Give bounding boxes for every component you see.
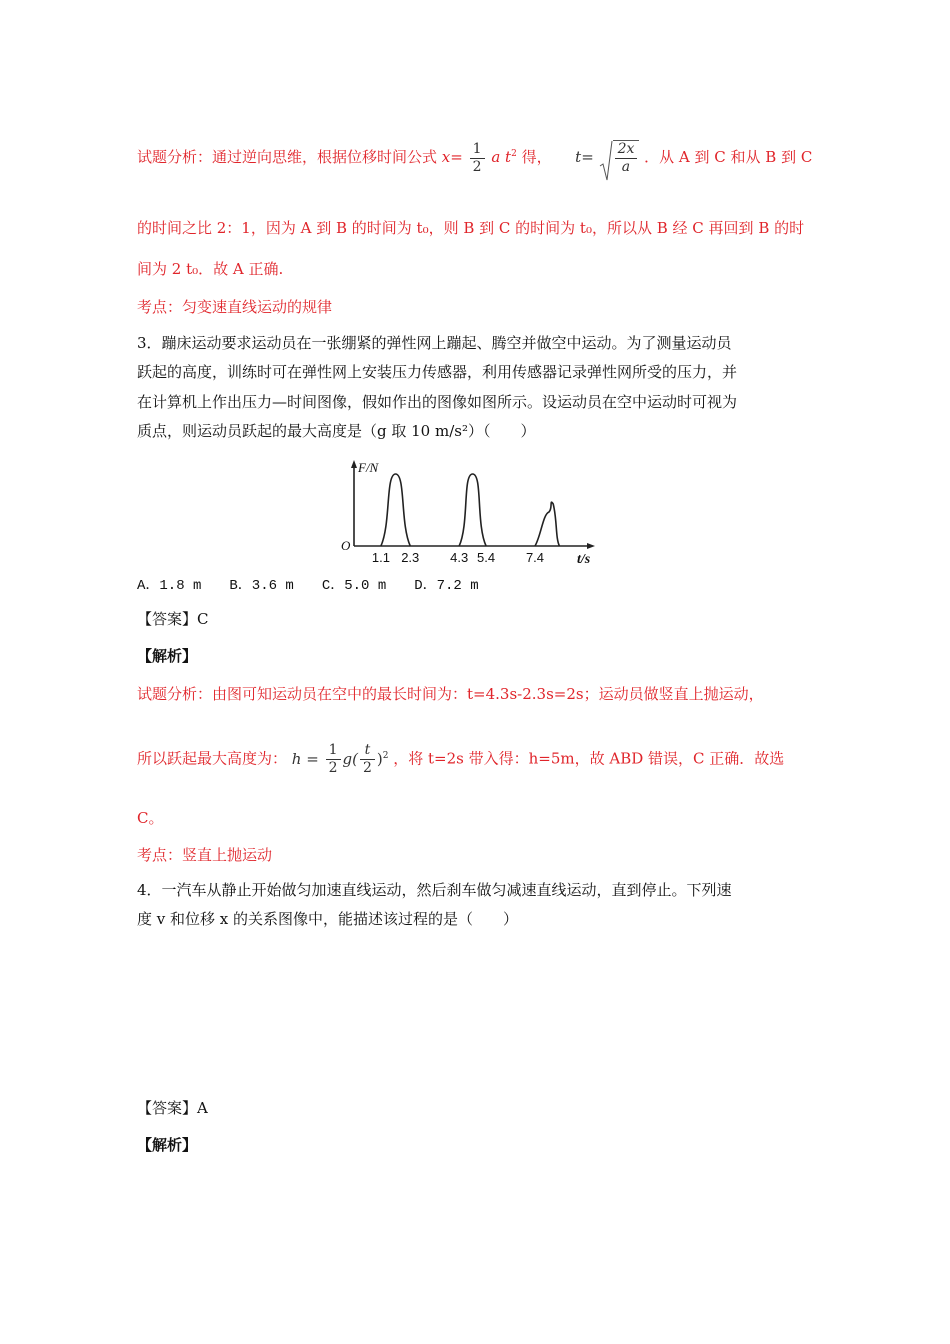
q4-jiexi: 【解析】 xyxy=(137,1136,198,1154)
q3-answer: 【答案】C xyxy=(137,610,209,628)
h-eq: h = xyxy=(291,749,319,768)
h-sup: 2 xyxy=(382,750,389,761)
t-equals: t= xyxy=(575,148,594,166)
h-den: 2 xyxy=(328,760,338,776)
h-tden: 2 xyxy=(362,760,372,776)
formula-de: 得， xyxy=(521,148,552,166)
tick-label: 5.4 xyxy=(477,550,496,565)
kaodian-3: 考点：竖直上抛运动 xyxy=(137,846,273,864)
analysis2-suffix: ，将 t=2s 带入得：h=5m，故 ABD 错误，C 正确．故选 xyxy=(393,749,785,768)
q3-analysis-2 xyxy=(137,742,784,786)
x-axis-label: t/s xyxy=(577,552,591,567)
sqrt-numerator: 2x xyxy=(615,141,638,159)
kaodian-2: 考点：匀变速直线运动的规律 xyxy=(137,298,333,316)
q3-line-4: 质点，则运动员跃起的最大高度是（g 取 10 m/s²）（ ） xyxy=(137,422,536,440)
fraction-numerator: 1 xyxy=(470,141,485,159)
sqrt-expression xyxy=(599,140,640,176)
h-formula xyxy=(291,742,393,776)
force-pulse xyxy=(459,474,486,546)
tick-label: 7.4 xyxy=(525,550,545,565)
formula-x: x xyxy=(441,148,451,166)
q4-line-2: 度 v 和位移 x 的关系图像中，能描述该过程的是（ ） xyxy=(137,910,519,928)
force-pulse xyxy=(381,474,410,546)
analysis-line-3: 间为 2 t₀．故 A 正确. xyxy=(137,260,284,278)
analysis-line-2: 的时间之比 2：1，因为 A 到 B 的时间为 t₀，则 B 到 C 的时间为 t₀，所以从 B 经 C 再回到 B 的时 xyxy=(137,219,805,237)
h-fraction xyxy=(326,742,341,777)
h-t-fraction xyxy=(360,742,375,777)
formula-at: a t xyxy=(491,148,512,166)
formula-fraction xyxy=(470,141,485,176)
sqrt-fraction xyxy=(615,141,638,176)
q3-line-1: 3．蹦床运动要求运动员在一张绷紧的弹性网上蹦起、腾空并做空中运动。为了测量运动员 xyxy=(137,334,732,352)
tick-label: 2.3 xyxy=(401,550,420,565)
after-formula: ．从 A 到 C 和从 B 到 C xyxy=(644,148,813,166)
tick-label: 1.1 xyxy=(371,550,390,565)
q3-analysis-3: C。 xyxy=(137,809,164,827)
y-axis-arrow-icon xyxy=(351,460,357,468)
analysis-line-1 xyxy=(137,140,812,190)
formula-eq: = xyxy=(450,148,463,166)
q3-jiexi: 【解析】 xyxy=(137,647,198,665)
h-g: g( xyxy=(342,749,358,768)
h-num: 1 xyxy=(326,742,341,760)
q3-line-3: 在计算机上作出压力—时间图像，假如作出的图像如图所示。设运动员在空中运动时可视为 xyxy=(137,393,738,411)
force-time-chart xyxy=(336,456,598,568)
radical-sign-icon xyxy=(599,140,613,182)
y-axis-label: F/N xyxy=(358,460,379,475)
q3-options: A．1.8 m B．3.6 m C．5.0 m D．7.2 m xyxy=(137,578,479,594)
q3-line-2: 跃起的高度，训练时可在弹性网上安装压力传感器，利用传感器记录弹性网所受的压力，并 xyxy=(137,363,738,381)
formula-sup: 2 xyxy=(511,149,517,159)
analysis2-prefix: 所以跃起最大高度为： xyxy=(137,749,288,768)
origin-label: O xyxy=(341,538,351,553)
force-pulse xyxy=(535,502,559,546)
sqrt-denominator: a xyxy=(621,159,631,175)
sqrt-content xyxy=(613,140,640,176)
x-axis-arrow-icon xyxy=(587,543,595,549)
q3-analysis-1: 试题分析：由图可知运动员在空中的最长时间为：t=4.3s-2.3s=2s；运动员做竖直上抛运动， xyxy=(137,685,764,703)
tick-label: 4.3 xyxy=(450,550,469,565)
q4-answer: 【答案】A xyxy=(137,1099,208,1117)
fraction-denominator: 2 xyxy=(472,158,482,175)
q4-line-1: 4．一汽车从静止开始做匀加速直线运动，然后刹车做匀减速直线运动，直到停止。下列速 xyxy=(137,881,732,899)
h-tnum: t xyxy=(360,742,375,760)
h-close: ) xyxy=(376,749,383,768)
analysis-prefix: 试题分析：通过逆向思维，根据位移时间公式 xyxy=(137,148,438,166)
